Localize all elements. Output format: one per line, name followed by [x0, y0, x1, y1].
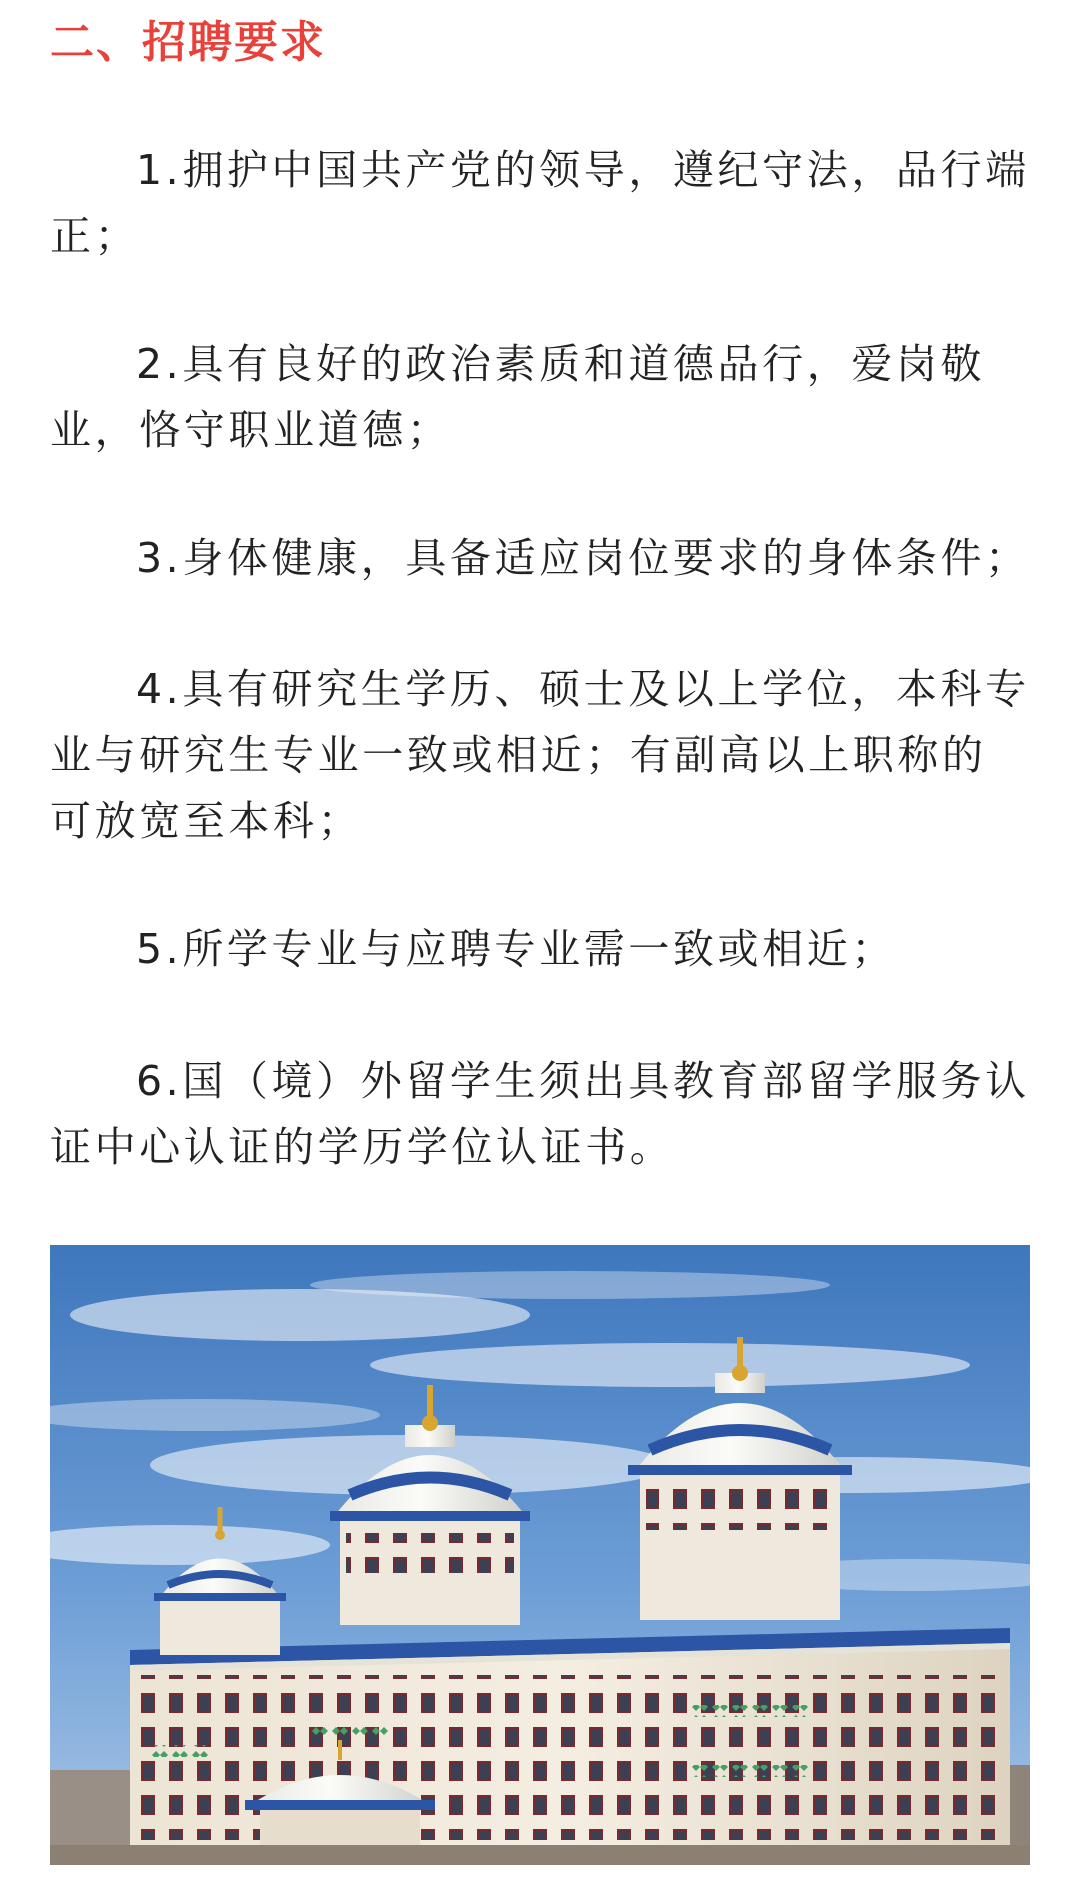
requirement-item: 5.所学专业与应聘专业需一致或相近； [136, 925, 896, 973]
requirement-item: 6.国（境）外留学生须出具教育部留学服务认证中心认证的学历学位认证书。 [50, 1057, 1030, 1171]
requirement-item: 2.具有良好的政治素质和道德品行，爱岗敬业，恪守职业道德； [50, 340, 986, 454]
building-photo [50, 1245, 1030, 1865]
section-heading: 二、招聘要求 [50, 17, 326, 68]
mongolian-dome-building-illustration [50, 1245, 1030, 1865]
requirement-item: 3.身体健康，具备适应岗位要求的身体条件； [136, 534, 1030, 582]
requirement-item: 1.拥护中国共产党的领导，遵纪守法，品行端正； [50, 146, 1030, 260]
requirement-item: 4.具有研究生学历、硕士及以上学位，本科专业与研究生专业一致或相近；有副高以上职称的可放宽至本科； [50, 665, 1030, 845]
